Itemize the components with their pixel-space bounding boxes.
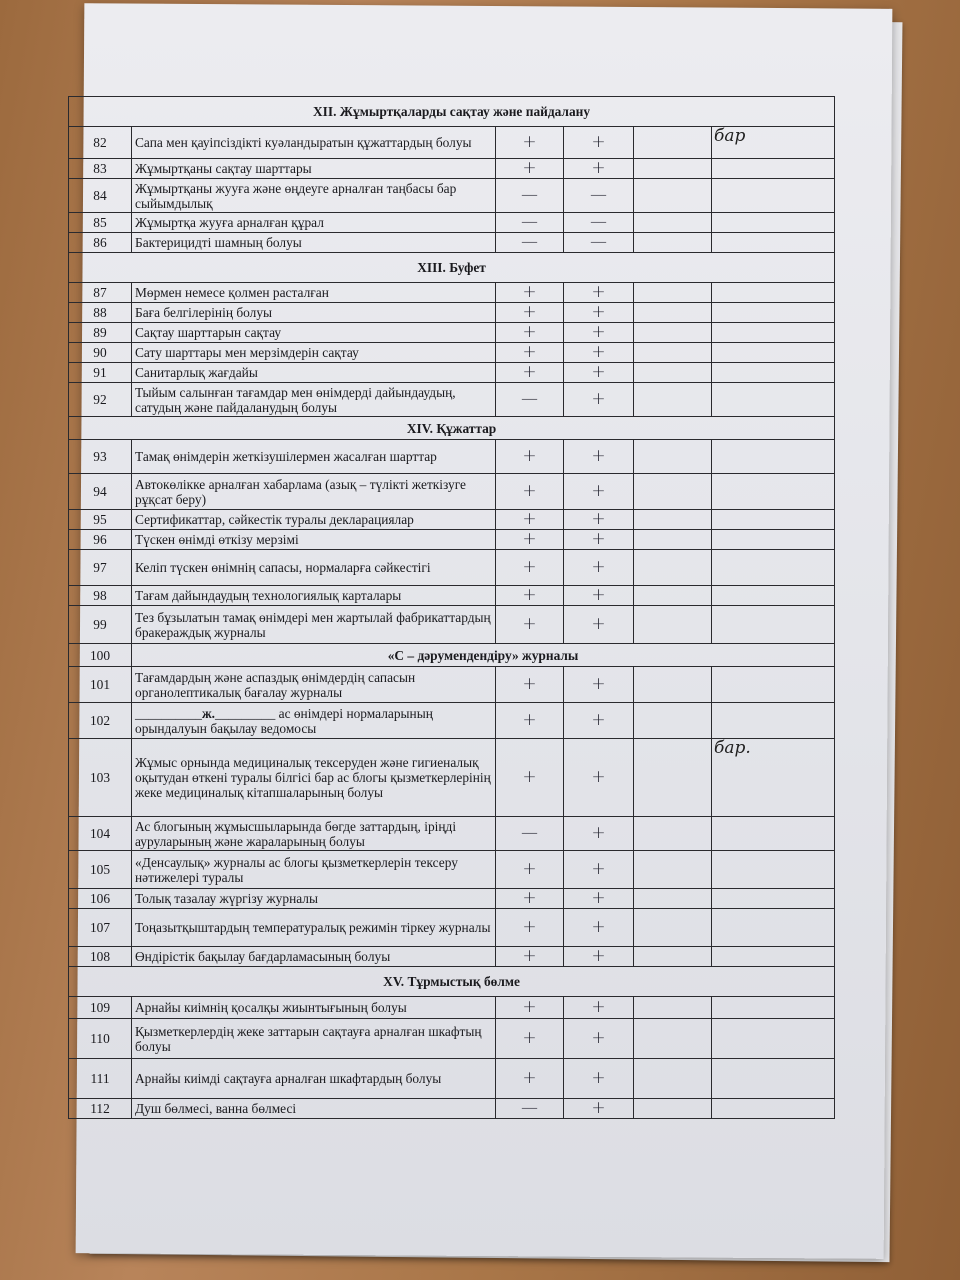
handwritten-mark-second: + [564, 127, 634, 159]
handwritten-note [712, 440, 835, 474]
handwritten-mark-second: + [564, 817, 634, 851]
handwritten-note [712, 159, 835, 179]
row-number: 101 [69, 667, 132, 703]
handwritten-mark-second: + [564, 586, 634, 606]
section-title: XV. Тұрмыстық бөлме [69, 967, 835, 997]
section-title: XII. Жұмыртқаларды сақтау және пайдалану [69, 97, 835, 127]
handwritten-mark-second: — [564, 213, 634, 233]
row-description [132, 127, 496, 159]
table-row [69, 889, 835, 909]
empty-cell [634, 851, 712, 889]
table-row [69, 817, 835, 851]
table-row [69, 343, 835, 363]
row-description [132, 159, 496, 179]
handwritten-note [712, 303, 835, 323]
description-text: Автокөлікке арналған хабарлама (азық – түлікті жеткізуге рұқсат беру) [135, 476, 466, 507]
empty-cell [634, 213, 712, 233]
table-row [69, 703, 835, 739]
handwritten-mark-first: + [496, 440, 564, 474]
handwritten-note [712, 606, 835, 644]
date-year-suffix: ж. [201, 705, 216, 721]
empty-cell [634, 233, 712, 253]
handwritten-note [712, 233, 835, 253]
date-blank-right: _________ [215, 705, 276, 721]
handwritten-mark-first: + [496, 703, 564, 739]
row-description [132, 703, 496, 739]
row-description [132, 1059, 496, 1099]
handwritten-mark-first: — [496, 179, 564, 213]
handwritten-mark-second: + [564, 1059, 634, 1099]
row-number: 84 [69, 179, 132, 213]
empty-cell [634, 179, 712, 213]
section-header-row [69, 644, 835, 667]
handwritten-mark-first: — [496, 213, 564, 233]
handwritten-note [712, 323, 835, 343]
description-text: Сапа мен қауіпсіздікті куәландыратын құжаттардың болуы [135, 135, 472, 150]
empty-cell [634, 667, 712, 703]
empty-cell [634, 474, 712, 510]
row-number: 107 [69, 909, 132, 947]
row-description [132, 550, 496, 586]
handwritten-mark-first: — [496, 233, 564, 253]
empty-cell [634, 383, 712, 417]
row-number: 98 [69, 586, 132, 606]
table-row [69, 323, 835, 343]
handwritten-mark-second: + [564, 383, 634, 417]
table-row [69, 1059, 835, 1099]
handwritten-mark-first: + [496, 303, 564, 323]
handwritten-note [712, 343, 835, 363]
table-row [69, 127, 835, 159]
handwritten-note [712, 703, 835, 739]
table-row [69, 363, 835, 383]
checklist-table-body [69, 97, 835, 1119]
empty-cell [634, 510, 712, 530]
row-description [132, 947, 496, 967]
handwritten-mark-first: + [496, 550, 564, 586]
row-description [132, 343, 496, 363]
description-text: Баға белгілерінің болуы [135, 305, 273, 321]
empty-cell [634, 739, 712, 817]
description-text: Сертификаттар, сәйкестік туралы декларациялар [135, 512, 414, 528]
section-header-row [69, 967, 835, 997]
description-text: Ас блогының жұмысшыларында бөгде заттардың, іріңді ауруларының және жараларының болуы [135, 818, 457, 849]
table-row [69, 1099, 835, 1119]
handwritten-mark-first: — [496, 817, 564, 851]
description-text: Толық тазалау жүргізу журналы [135, 891, 318, 907]
handwritten-mark-second: + [564, 947, 634, 967]
row-description [132, 739, 496, 817]
section-header-row [69, 253, 835, 283]
handwritten-mark-first: + [496, 889, 564, 909]
handwritten-mark-first: + [496, 363, 564, 383]
handwritten-mark-second: + [564, 159, 634, 179]
handwritten-note [712, 1099, 835, 1119]
row-number: 108 [69, 947, 132, 967]
description-text: Тез бұзылатын тамақ өнімдері мен жартылай фабрикаттардың бракераждық журналы [135, 609, 491, 640]
date-blank-left: __________ [135, 705, 202, 721]
description-text: Мөрмен немесе қолмен расталған [135, 285, 329, 301]
empty-cell [634, 1099, 712, 1119]
row-number: 85 [69, 213, 132, 233]
handwritten-note [712, 1019, 835, 1059]
row-number: 105 [69, 851, 132, 889]
row-number: 87 [69, 283, 132, 303]
handwritten-mark-first: + [496, 851, 564, 889]
empty-cell [634, 1019, 712, 1059]
handwritten-mark-first: + [496, 474, 564, 510]
handwritten-note [712, 1059, 835, 1099]
handwritten-mark-second: + [564, 530, 634, 550]
description-text: Тағам дайындаудың технологиялық карталары [135, 588, 402, 604]
table-row [69, 997, 835, 1019]
description-text: Тамақ өнімдерін жеткізушілермен жасалған шарттар [135, 449, 437, 465]
table-row [69, 159, 835, 179]
row-description [132, 1019, 496, 1059]
handwritten-note [712, 510, 835, 530]
table-row [69, 383, 835, 417]
handwritten-mark-second: + [564, 703, 634, 739]
row-number: 93 [69, 440, 132, 474]
description-text: Арнайы киімді сақтауға арналған шкафтардың болуы [135, 1071, 442, 1087]
handwritten-mark-second: + [564, 851, 634, 889]
table-row [69, 550, 835, 586]
description-text: Жұмыртқаны сақтау шарттары [135, 161, 312, 177]
description-text: «Денсаулық» журналы ас блогы қызметкерлерін тексеру нәтижелері туралы [135, 854, 458, 885]
row-number: 97 [69, 550, 132, 586]
description-text: Сақтау шарттарын сақтау [135, 325, 282, 341]
section-number: 100 [69, 644, 132, 667]
row-number: 82 [69, 127, 132, 159]
row-number: 92 [69, 383, 132, 417]
handwritten-mark-second: + [564, 1099, 634, 1119]
row-number: 110 [69, 1019, 132, 1059]
description-text: Тағамдардың және аспаздық өнімдердің сапасын органолептикалық бағалау журналы [135, 669, 416, 700]
handwritten-mark-second: + [564, 323, 634, 343]
row-description [132, 606, 496, 644]
empty-cell [634, 127, 712, 159]
handwritten-mark-second: + [564, 739, 634, 817]
handwritten-note [712, 586, 835, 606]
empty-cell [634, 997, 712, 1019]
handwritten-mark-first: + [496, 739, 564, 817]
row-number: 89 [69, 323, 132, 343]
handwritten-mark-first: + [496, 586, 564, 606]
row-number: 109 [69, 997, 132, 1019]
handwritten-mark-first: + [496, 667, 564, 703]
empty-cell [634, 817, 712, 851]
handwritten-note [712, 667, 835, 703]
row-number: 106 [69, 889, 132, 909]
handwritten-note [712, 383, 835, 417]
handwritten-mark-second: + [564, 606, 634, 644]
row-number: 96 [69, 530, 132, 550]
description-text: Жұмыс орнында медициналық тексеруден және гигиеналық оқытудан өткені туралы білгісі бар ас блогы қызметкерлерінің жеке медициналық кітапшаларының болуы [135, 755, 491, 801]
table-row [69, 1019, 835, 1059]
row-description [132, 323, 496, 343]
description-text: Санитарлық жағдайы [135, 365, 258, 381]
handwritten-mark-first: — [496, 1099, 564, 1119]
row-number: 90 [69, 343, 132, 363]
table-row [69, 739, 835, 817]
handwritten-mark-first: + [496, 1059, 564, 1099]
handwritten-mark-first: + [496, 159, 564, 179]
description-text: Арнайы киімнің қосалқы жиынтығының болуы [135, 1000, 407, 1016]
handwritten-mark-first: + [496, 606, 564, 644]
row-number: 103 [69, 739, 132, 817]
description-text: Жұмыртқаны жууға және өңдеуге арналған таңбасы бар сыйымдылық [135, 180, 457, 211]
handwritten-mark-first: + [496, 127, 564, 159]
section-title: «С – дәрумендендіру» журналы [132, 644, 835, 667]
handwritten-note [712, 530, 835, 550]
empty-cell [634, 889, 712, 909]
row-description [132, 179, 496, 213]
handwritten-mark-first: + [496, 1019, 564, 1059]
empty-cell [634, 703, 712, 739]
handwritten-note [712, 363, 835, 383]
table-row [69, 606, 835, 644]
section-header-row [69, 417, 835, 440]
description-text: Бактерицидті шамның болуы [135, 235, 302, 251]
empty-cell [634, 303, 712, 323]
handwritten-note [712, 909, 835, 947]
table-row [69, 586, 835, 606]
empty-cell [634, 363, 712, 383]
empty-cell [634, 159, 712, 179]
table-row [69, 510, 835, 530]
handwritten-note [712, 179, 835, 213]
handwritten-mark-second: + [564, 997, 634, 1019]
description-text: Тыйым салынған тағамдар мен өнімдерді дайындаудың, сатудың және пайдаланудың болуы [135, 384, 456, 415]
handwritten-mark-second: + [564, 283, 634, 303]
handwritten-note [712, 947, 835, 967]
row-description [132, 530, 496, 550]
row-number: 112 [69, 1099, 132, 1119]
row-number: 94 [69, 474, 132, 510]
handwritten-note [712, 997, 835, 1019]
row-description [132, 303, 496, 323]
handwritten-mark-second: + [564, 550, 634, 586]
description-text: Душ бөлмесі, ванна бөлмесі [135, 1101, 297, 1117]
table-row [69, 283, 835, 303]
handwritten-mark-second: + [564, 440, 634, 474]
empty-cell [634, 1059, 712, 1099]
row-description [132, 283, 496, 303]
row-number: 83 [69, 159, 132, 179]
row-number: 111 [69, 1059, 132, 1099]
row-description [132, 363, 496, 383]
table-row [69, 233, 835, 253]
table-row [69, 303, 835, 323]
handwritten-mark-second: + [564, 510, 634, 530]
handwritten-mark-first: — [496, 383, 564, 417]
description-text: ас өнімдері нормаларының орындалуын бақылау ведомосы [135, 705, 433, 736]
row-number: 99 [69, 606, 132, 644]
row-description [132, 474, 496, 510]
row-number: 86 [69, 233, 132, 253]
table-row [69, 909, 835, 947]
empty-cell [634, 283, 712, 303]
row-number: 88 [69, 303, 132, 323]
handwritten-mark-second: + [564, 1019, 634, 1059]
handwritten-mark-second: — [564, 179, 634, 213]
empty-cell [634, 440, 712, 474]
handwritten-mark-first: + [496, 343, 564, 363]
row-description [132, 909, 496, 947]
checklist-table [68, 96, 835, 1119]
row-description [132, 213, 496, 233]
section-title: XIV. Құжаттар [69, 417, 835, 440]
handwritten-mark-first: + [496, 947, 564, 967]
description-text: Тоңазытқыштардың температуралық режимін тіркеу журналы [135, 920, 491, 936]
row-number: 91 [69, 363, 132, 383]
row-description [132, 817, 496, 851]
description-text: Келіп түскен өнімнің сапасы, нормаларға сәйкестігі [135, 560, 431, 576]
handwritten-note [712, 474, 835, 510]
handwritten-mark-first: + [496, 323, 564, 343]
handwritten-note [712, 283, 835, 303]
table-row [69, 851, 835, 889]
handwritten-note [712, 817, 835, 851]
table-row [69, 474, 835, 510]
handwritten-mark-first: + [496, 909, 564, 947]
table-row [69, 667, 835, 703]
empty-cell [634, 550, 712, 586]
row-number: 95 [69, 510, 132, 530]
handwritten-mark-second: + [564, 909, 634, 947]
empty-cell [634, 530, 712, 550]
row-description [132, 440, 496, 474]
table-row [69, 530, 835, 550]
section-header-row [69, 97, 835, 127]
handwritten-note: бар. [712, 739, 835, 817]
table-row [69, 947, 835, 967]
handwritten-mark-second: + [564, 474, 634, 510]
handwritten-mark-first: + [496, 283, 564, 303]
row-description [132, 586, 496, 606]
row-description [132, 667, 496, 703]
handwritten-note [712, 889, 835, 909]
row-description [132, 851, 496, 889]
description-text: Өндірістік бақылау бағдарламасының болуы [135, 949, 391, 965]
handwritten-mark-first: + [496, 510, 564, 530]
handwritten-note [712, 851, 835, 889]
section-title: XIII. Буфет [69, 253, 835, 283]
handwritten-mark-second: + [564, 889, 634, 909]
description-text: Түскен өнімді өткізу мерзімі [135, 532, 299, 548]
handwritten-note [712, 213, 835, 233]
empty-cell [634, 586, 712, 606]
empty-cell [634, 909, 712, 947]
handwritten-mark-second: + [564, 343, 634, 363]
row-description [132, 889, 496, 909]
row-number: 104 [69, 817, 132, 851]
handwritten-mark-second: + [564, 667, 634, 703]
row-number: 102 [69, 703, 132, 739]
empty-cell [634, 323, 712, 343]
empty-cell [634, 343, 712, 363]
row-description [132, 997, 496, 1019]
empty-cell [634, 947, 712, 967]
handwritten-mark-first: + [496, 530, 564, 550]
description-text: Сату шарттары мен мерзімдерін сақтау [135, 345, 359, 361]
handwritten-mark-first: + [496, 997, 564, 1019]
handwritten-note [712, 550, 835, 586]
handwritten-mark-second: + [564, 363, 634, 383]
row-description [132, 510, 496, 530]
table-row [69, 440, 835, 474]
row-description [132, 383, 496, 417]
row-description [132, 1099, 496, 1119]
row-description [132, 233, 496, 253]
description-text: Қызметкерлердің жеке заттарын сақтауға арналған шкафтың болуы [135, 1023, 482, 1054]
handwritten-mark-second: + [564, 303, 634, 323]
table-row [69, 213, 835, 233]
empty-cell [634, 606, 712, 644]
handwritten-note: бар [712, 127, 835, 159]
description-text: Жұмыртқа жууға арналған құрал [135, 215, 324, 231]
handwritten-mark-second: — [564, 233, 634, 253]
table-row [69, 179, 835, 213]
